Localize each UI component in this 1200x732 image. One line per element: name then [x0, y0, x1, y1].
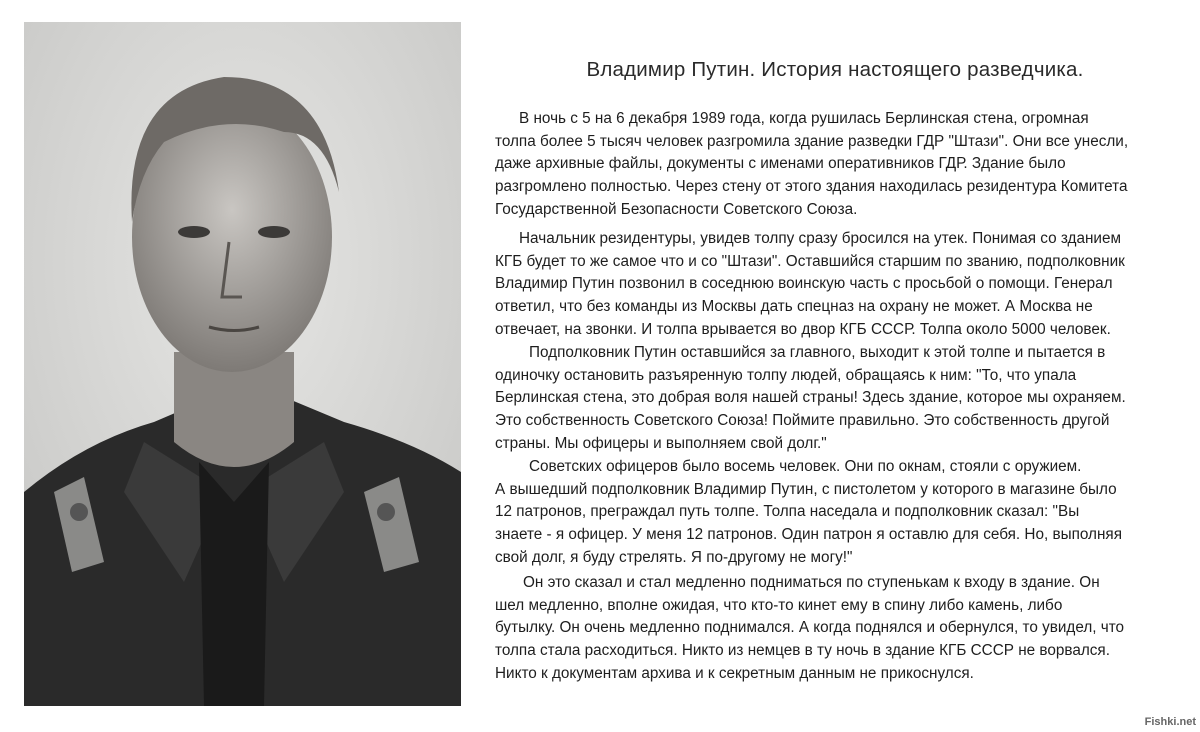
paragraph-3	[495, 342, 1195, 456]
paragraph-2	[495, 228, 1195, 342]
portrait-photo	[24, 22, 461, 706]
page-title: Владимир Путин. История настоящего разведчика.	[586, 58, 1084, 81]
paragraph-1	[495, 108, 1195, 222]
text-line: Никто к документам архива и к секретным данным не прикоснулся.	[495, 664, 974, 682]
text-line: бутылку. Он очень медленно поднимался. А когда поднялся и обернулся, то увидел, что	[495, 619, 1125, 637]
text-line: одиночку остановить разъяренную толпу людей, обращаясь к ним: "То, что упала	[495, 366, 1077, 384]
paragraph-4	[495, 456, 1195, 570]
text-line: Подполковник Путин оставшийся за главного, выходит к этой толпе и пытается в	[529, 344, 1106, 361]
text-line: КГБ будет то же самое что и со "Штази". Оставшийся старшим по званию, подполковник	[495, 252, 1125, 270]
text-line: свой долг, я буду стрелять. Я по-другому не могу!"	[495, 548, 853, 566]
text-line: А вышедший подполковник Владимир Путин, с пистолетом у которого в магазине было	[495, 480, 1117, 498]
text-line: Он это сказал и стал медленно подниматься по ступенькам к входу в здание. Он	[523, 574, 1100, 591]
text-line: толпа стала расходиться. Никто из немцев в ту ночь в здание КГБ СССР не ворвался.	[495, 642, 1110, 660]
text-line: 12 патронов, преграждал путь толпе. Толпа наседала и подполковник сказал: "Вы	[495, 503, 1080, 521]
text-line: Начальник резидентуры, увидев толпу сразу бросился на утек. Понимая со зданием	[519, 230, 1121, 247]
text-line: Это собственность Советского Союза! Поймите правильно. Это собственность другой	[495, 412, 1110, 430]
watermark: Fishki.net	[1144, 716, 1196, 728]
text-line: Владимир Путин позвонил в соседнюю воинскую часть с просьбой о помощи. Генерал	[495, 275, 1113, 293]
text-line: толпа более 5 тысяч человек разгромила здание разведки ГДР "Штази". Они все унесли,	[495, 132, 1129, 150]
text-line: отвечает, на звонки. И толпа врывается во двор КГБ СССР. Толпа около 5000 человек.	[495, 320, 1111, 338]
text-line: разгромлено полностью. Через стену от этого здания находилась резидентура Комитета	[495, 178, 1128, 196]
text-line: В ночь с 5 на 6 декабря 1989 года, когда рушилась Берлинская стена, огромная	[519, 110, 1089, 127]
text-line: шел медленно, вполне ожидая, что кто-то кинет ему в спину либо камень, либо	[495, 596, 1063, 614]
text-line: страны. Мы офицеры и выполняем свой долг."	[495, 434, 827, 452]
text-line: Государственной Безопасности Советского Союза.	[495, 200, 858, 218]
text-line: Берлинская стена, это добрая воля нашей страны! Здесь здание, которое мы охраняем.	[495, 389, 1126, 407]
paragraph-5	[495, 572, 1195, 686]
text-line: знаете - я офицер. У меня 12 патронов. Один патрон я оставлю для себя. Но, выполняя	[495, 526, 1122, 544]
text-line: Советских офицеров было восемь человек. Они по окнам, стояли с оружием.	[529, 458, 1082, 475]
text-line: даже архивные файлы, документы с именами оперативников ГДР. Здание было	[495, 155, 1066, 173]
text-line: ответил, что без команды из Москвы дать спецназ на охрану не может. А Москва не	[495, 298, 1093, 316]
